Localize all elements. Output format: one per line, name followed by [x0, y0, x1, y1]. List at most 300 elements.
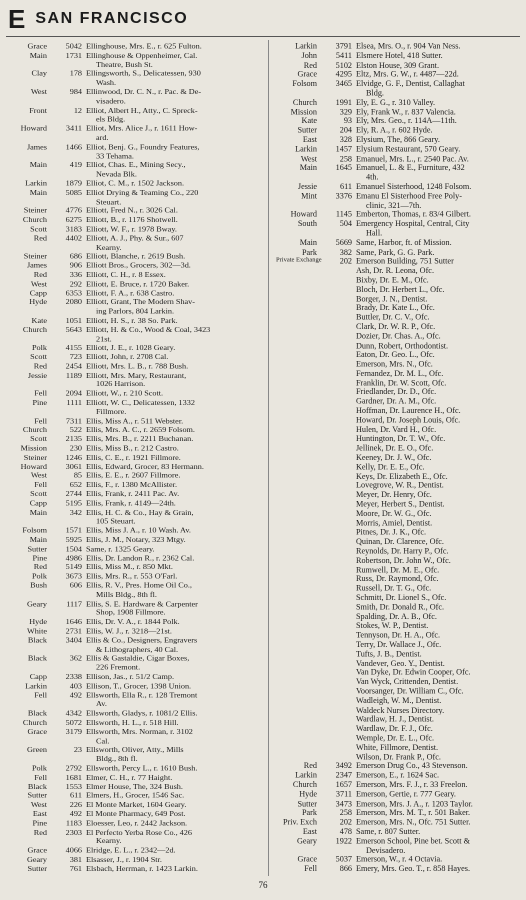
- listing-text: Emerson, Mrs. J. A., r. 1203 Taylor.: [356, 799, 473, 808]
- exchange-name: Church: [292, 98, 317, 107]
- listing-text: Ellis, Miss M., r. 850 Mkt.: [86, 562, 173, 572]
- listing-entry: [6, 508, 254, 526]
- listing-entry: [276, 164, 524, 183]
- listing-text: Ellis, Mrs. R., r. 553 O'Farl.: [86, 571, 178, 581]
- listing-text: Russ, Dr. Raymond, Ofc.: [356, 574, 439, 584]
- listing-entry: [276, 369, 524, 378]
- listing-continuation: Wash.: [96, 78, 117, 87]
- phone-number: [320, 322, 356, 331]
- listing-entry: [6, 453, 254, 462]
- listing-continuation: Mills Bldg., 8th fl.: [96, 590, 157, 599]
- exchange-name: [276, 584, 320, 593]
- listing-entry: [6, 718, 254, 727]
- exchange-name: [276, 509, 320, 518]
- exchange-name: Polk: [31, 763, 47, 773]
- exchange-name: Scott: [30, 352, 47, 362]
- listing-text: Emanuel, L. & E., Furniture, 432: [356, 163, 465, 173]
- phone-number: 329: [339, 107, 352, 117]
- listing-text: Ellis & Co., Designers, Engravers: [86, 635, 198, 645]
- phone-number: [320, 537, 356, 546]
- phone-number: [320, 584, 356, 593]
- listing-entry: [276, 547, 524, 556]
- listing-entry: [276, 472, 524, 481]
- phone-number: [320, 369, 356, 378]
- listing-entry: [6, 673, 254, 682]
- listing-text: Hoffman, Dr. Laurence H., Ofc.: [356, 406, 461, 416]
- listing-entry: [276, 865, 524, 874]
- listing-text: Gardner, Dr. A. M., Ofc.: [356, 397, 437, 406]
- exchange-name: Sutter: [27, 864, 47, 873]
- listing-entry: [6, 727, 254, 745]
- listing-entry: [6, 782, 254, 791]
- phone-number: 1504: [65, 544, 82, 553]
- phone-number: [320, 500, 356, 509]
- listing-text: Elliott, Fred N., r. 3026 Cal.: [86, 206, 178, 215]
- listing-text: Borger, J. N., Dentist.: [356, 294, 428, 303]
- exchange-name: West: [300, 154, 317, 163]
- listing-entry: [6, 435, 254, 444]
- phone-number: 866: [339, 864, 352, 874]
- listing-text: Elridge, E. L., r. 2342—2d.: [86, 846, 176, 855]
- phone-number: [320, 397, 356, 406]
- listing-entry: [6, 225, 254, 234]
- listing-text: Elliott, Blanche, r. 2619 Bush.: [86, 252, 186, 261]
- listing-entry: [276, 332, 524, 341]
- phone-number: 12: [73, 105, 82, 115]
- listing-text: Ash, Dr. R. Leona, Ofc.: [356, 266, 434, 275]
- phone-number: [320, 594, 356, 603]
- listing-text: Elston House, 309 Grant.: [356, 60, 440, 70]
- listing-continuation: Bldg., 8th fl.: [96, 754, 138, 764]
- phone-number: [320, 640, 356, 649]
- listing-text: Ellis, C. E., r. 1921 Fillmore.: [86, 453, 181, 462]
- phone-number: 3492: [335, 761, 352, 771]
- phone-number: 2744: [65, 489, 82, 499]
- phone-number: 2303: [65, 827, 82, 837]
- listing-entry: [6, 864, 254, 873]
- exchange-name: Red: [33, 361, 47, 371]
- phone-number: [320, 706, 356, 715]
- exchange-name: Larkin: [295, 144, 317, 154]
- listing-entry: [276, 51, 524, 60]
- exchange-name: [276, 425, 320, 434]
- phone-number: 1145: [335, 210, 352, 219]
- listing-entry: [276, 266, 524, 275]
- phone-number: 93: [343, 116, 352, 126]
- listing-text: Emerson Building, 751 Sutter: [356, 256, 454, 266]
- listing-text: Ely, R. A., r. 602 Hyde.: [356, 126, 433, 135]
- phone-number: [320, 724, 356, 733]
- exchange-name: Hyde: [299, 789, 317, 799]
- exchange-name: [276, 407, 320, 416]
- exchange-name: [276, 668, 320, 677]
- phone-number: [320, 752, 356, 761]
- listing-text: Eloesser, Leo, r. 2442 Jackson.: [86, 818, 188, 828]
- listing-entry: [276, 463, 524, 472]
- phone-number: 362: [69, 654, 82, 663]
- listing-entry: [6, 298, 254, 316]
- exchange-name: Red: [33, 270, 47, 279]
- listing-text: Ely, Mrs. Geo., r. 114A—11th.: [356, 116, 457, 126]
- exchange-name: East: [302, 827, 317, 836]
- listing-entry: [6, 362, 254, 371]
- listing-continuation: 105 Steuart.: [96, 517, 136, 526]
- listing-entry: [276, 435, 524, 444]
- listing-entry: [6, 800, 254, 809]
- listing-entry: [276, 528, 524, 537]
- listing-entry: [276, 612, 524, 621]
- phone-number: 5669: [335, 238, 352, 247]
- listing-entry: [276, 304, 524, 313]
- listing-entry: [6, 481, 254, 490]
- listing-entry: [276, 678, 524, 687]
- exchange-name: [276, 706, 320, 715]
- phone-number: [320, 481, 356, 490]
- listing-text: Reynolds, Dr. Harry P., Ofc.: [356, 546, 449, 556]
- exchange-name: Main: [299, 238, 317, 247]
- exchange-name: Fell: [34, 416, 47, 426]
- exchange-name: Hyde: [29, 297, 47, 307]
- column-divider: [268, 40, 269, 876]
- listing-text: Emanuel, Mrs. L., r. 2540 Pac. Av.: [356, 154, 469, 163]
- listing-entry: [6, 526, 254, 535]
- phone-number: [320, 379, 356, 388]
- listing-text: Elliott, Mrs. Mary, Restaurant,: [86, 370, 187, 380]
- listing-entry: [276, 322, 524, 331]
- phone-number: [320, 266, 356, 275]
- phone-number: [320, 612, 356, 621]
- exchange-name: [276, 444, 320, 453]
- listing-entry: [276, 107, 524, 116]
- phone-number: 1922: [335, 836, 352, 846]
- listing-entry: [276, 182, 524, 191]
- listing-text: Elliott, W. F., r. 1978 Bway.: [86, 224, 177, 234]
- exchange-name: Main: [299, 163, 317, 173]
- listing-entry: [276, 379, 524, 388]
- listing-entry: [276, 145, 524, 154]
- listing-text: Ellis, S. E. Hardware & Carpenter: [86, 599, 198, 608]
- phone-number: 3465: [335, 79, 352, 88]
- listing-entry: [6, 599, 254, 617]
- exchange-name: Kate: [31, 316, 47, 325]
- phone-number: [320, 715, 356, 724]
- listing-text: Ellis, Miss J. A., r. 10 Wash. Av.: [86, 526, 191, 535]
- phone-number: [320, 734, 356, 743]
- listing-entry: [6, 234, 254, 252]
- listing-entry: [276, 500, 524, 509]
- phone-number: 204: [339, 126, 352, 135]
- listing-text: Dozier, Dr. Chas. A., Ofc.: [356, 331, 441, 341]
- phone-number: 230: [69, 444, 82, 453]
- phone-number: [320, 463, 356, 472]
- phone-number: 3376: [335, 191, 352, 201]
- listing-entry: [6, 545, 254, 554]
- phone-number: 5411: [335, 51, 352, 60]
- listing-entry: [276, 61, 524, 70]
- exchange-name: [276, 285, 320, 294]
- exchange-name: Polk: [31, 343, 47, 352]
- listing-text: Ellis, Miss A., r. 511 Webster.: [86, 416, 184, 426]
- exchange-name: Geary: [26, 855, 47, 864]
- exchange-name: Mission: [20, 444, 47, 453]
- exchange-name: [276, 519, 320, 528]
- exchange-name: Capp: [29, 498, 47, 508]
- listing-entry: [276, 509, 524, 518]
- exchange-name: Capp: [29, 672, 47, 681]
- exchange-name: Grace: [297, 855, 317, 864]
- exchange-name: [276, 565, 320, 574]
- phone-number: 4066: [65, 846, 82, 855]
- phone-number: [320, 622, 356, 631]
- listing-text: Ellsworth, Percy L., r. 1610 Bush.: [86, 763, 198, 773]
- listing-entry: [6, 417, 254, 426]
- listing-continuation: Shop, 1908 Fillmore.: [96, 608, 166, 617]
- listing-continuation: ard.: [96, 133, 109, 142]
- listing-text: Same, r. 807 Sutter.: [356, 827, 421, 836]
- exchange-name: [276, 313, 320, 322]
- phone-number: 4155: [65, 343, 82, 352]
- exchange-name: [276, 687, 320, 696]
- listing-text: Elliott Bros., Grocers, 302—3d.: [86, 261, 191, 270]
- exchange-name: James: [26, 261, 47, 270]
- exchange-name: Church: [22, 718, 47, 727]
- exchange-name: Fell: [34, 690, 47, 700]
- listing-entry: [276, 98, 524, 107]
- listing-entry: [6, 471, 254, 480]
- exchange-name: Front: [29, 105, 47, 115]
- listing-entry: [276, 444, 524, 453]
- listing-entry: [276, 238, 524, 247]
- listing-entry: [276, 537, 524, 546]
- listing-text: Terry, Dr. Wallace J., Ofc.: [356, 640, 442, 649]
- phone-number: 7311: [65, 416, 82, 426]
- listing-entry: [276, 603, 524, 612]
- listing-text: Elliott, F. A., r. 638 Castro.: [86, 288, 175, 298]
- phone-number: 1246: [65, 453, 82, 462]
- exchange-name: [276, 341, 320, 350]
- exchange-name: Sutter: [27, 791, 47, 800]
- city-title: SAN FRANCISCO: [35, 10, 189, 27]
- listing-text: Elliott, C. H., r. 8 Essex.: [86, 270, 166, 279]
- exchange-name: [276, 360, 320, 369]
- phone-number: 419: [69, 160, 82, 170]
- exchange-name: Folsom: [22, 526, 47, 535]
- page-header: [8, 4, 188, 34]
- exchange-name: Church: [292, 780, 317, 790]
- listing-text: Pitnes, Dr. J. K., Ofc.: [356, 528, 427, 537]
- listing-entry: [276, 668, 524, 677]
- exchange-name: Kate: [301, 116, 317, 126]
- listing-text: Elvidge, G. F., Dentist, Callaghat: [356, 79, 465, 88]
- exchange-name: East: [32, 809, 47, 818]
- listing-text: Franklin, Dr. W. Scott, Ofc.: [356, 378, 447, 388]
- phone-number: [320, 304, 356, 313]
- listing-text: Elsbach, Herrman, r. 1423 Larkin.: [86, 864, 198, 873]
- listing-entry: [276, 734, 524, 743]
- page-number: 76: [258, 880, 268, 890]
- phone-number: [320, 631, 356, 640]
- listing-text: Ellis, Dr. Landon R., r. 2362 Cal.: [86, 553, 195, 563]
- listing-text: Emanu El Sisterhood Free Poly-: [356, 191, 462, 201]
- listing-text: Ellis, F., r. 1380 McAllister.: [86, 480, 177, 490]
- listing-entry: [6, 398, 254, 416]
- listing-entry: [276, 556, 524, 565]
- listing-text: Wilson, Dr. Frank P., Ofc.: [356, 752, 441, 761]
- listing-text: Voorsanger, Dr. William C., Ofc.: [356, 686, 464, 696]
- listing-entry: [6, 572, 254, 581]
- listing-text: Emerson, Mrs. M. T., r. 501 Baker.: [356, 808, 471, 818]
- listing-entry: [6, 316, 254, 325]
- listing-entry: [6, 143, 254, 161]
- listing-text: Ellsworth, Oliver, Atty., Mills: [86, 745, 184, 755]
- listing-entry: [276, 687, 524, 696]
- exchange-name: Mint: [301, 191, 317, 201]
- exchange-name: East: [302, 135, 317, 145]
- listing-entry: [6, 344, 254, 353]
- phone-number: [320, 603, 356, 612]
- exchange-name: [276, 696, 320, 705]
- exchange-name: [276, 622, 320, 631]
- listing-text: Ellis, W. J., r. 3218—21st.: [86, 626, 172, 636]
- listing-text: Same, Park, G. G. Park.: [356, 247, 435, 257]
- listing-text: Howard, Dr. Joseph Louis, Ofc.: [356, 415, 461, 425]
- listing-entry: [6, 691, 254, 709]
- listing-entry: [276, 407, 524, 416]
- phone-number: 2347: [335, 771, 352, 780]
- exchange-name: Church: [22, 215, 47, 225]
- listing-continuation: Devisadero.: [366, 845, 406, 855]
- listing-entry: [6, 627, 254, 636]
- listing-text: Elliott, H. & Co., Wood & Coal, 3423: [86, 325, 211, 334]
- listing-entry: [6, 289, 254, 298]
- listing-text: Ellis, R. V., Pres. Home Oil Co.,: [86, 581, 192, 590]
- phone-number: 328: [339, 135, 352, 145]
- listing-text: Ellis, Frank, r. 2411 Pac. Av.: [86, 489, 180, 499]
- listing-text: Friedlander, Dr. D., Ofc.: [356, 387, 437, 397]
- exchange-name: Grace: [27, 42, 47, 51]
- exchange-name: [276, 594, 320, 603]
- exchange-name: Larkin: [295, 42, 317, 51]
- exchange-name: Scott: [30, 224, 47, 234]
- exchange-name: [276, 603, 320, 612]
- listing-text: Elliot, Chas. E., Mining Secy.,: [86, 160, 186, 170]
- listing-text: Wardlaw, Dr. F. J., Ofc.: [356, 724, 433, 733]
- phone-number: 492: [69, 690, 82, 700]
- exchange-name: [276, 491, 320, 500]
- listing-text: Elliott, Grant, The Modern Shav-: [86, 297, 195, 307]
- phone-number: [320, 332, 356, 341]
- listing-entry: [6, 855, 254, 864]
- listing-text: Elsea, Mrs. O., r. 904 Van Ness.: [356, 42, 461, 51]
- listing-text: Emerson Drug Co., 43 Stevenson.: [356, 761, 468, 771]
- exchange-name: Pine: [32, 398, 47, 407]
- listing-entry: [6, 819, 254, 828]
- phone-number: [320, 388, 356, 397]
- listing-text: Elliott, John, r. 2708 Cal.: [86, 352, 169, 362]
- exchange-name: [276, 724, 320, 733]
- listing-text: Wemple, Dr. E. L., Ofc.: [356, 733, 435, 743]
- listing-entry: [276, 79, 524, 98]
- listing-text: Emerson, Mrs. F. J., r. 33 Freelon.: [356, 780, 468, 790]
- listing-text: Keys, Dr. Elizabeth E., Ofc.: [356, 471, 448, 481]
- listing-text: Vandever, Geo. Y., Dentist.: [356, 658, 445, 668]
- listing-entry: [6, 353, 254, 362]
- phone-number: 5195: [65, 498, 82, 508]
- exchange-name: John: [301, 51, 317, 60]
- listing-text: Elliott, W. C., Delicatessen, 1332: [86, 398, 195, 407]
- phone-number: 3673: [65, 571, 82, 581]
- listing-entry: [276, 752, 524, 761]
- listing-text: Tennyson, Dr. H. A., Ofc.: [356, 630, 441, 640]
- phone-number: 2792: [65, 763, 82, 773]
- exchange-name: Sutter: [297, 126, 317, 135]
- listing-continuation: & Lithographers, 40 Cal.: [96, 645, 179, 654]
- exchange-name: Red: [33, 827, 47, 837]
- phone-number: 2454: [65, 361, 82, 371]
- phone-number: 761: [69, 864, 82, 873]
- listing-entry: [276, 453, 524, 462]
- exchange-name: [276, 379, 320, 388]
- listing-entry: [276, 837, 524, 856]
- phone-number: [320, 444, 356, 453]
- exchange-name: Larkin: [25, 179, 47, 188]
- phone-number: [320, 350, 356, 359]
- phone-number: 202: [339, 817, 352, 827]
- phone-number: [320, 491, 356, 500]
- listing-entry: [276, 117, 524, 126]
- exchange-name: Red: [33, 233, 47, 243]
- listing-text: Rumwell, Dr. M. E., Ofc.: [356, 565, 440, 575]
- listing-continuation: Cal.: [96, 736, 110, 745]
- phone-number: [320, 519, 356, 528]
- listing-text: Ellis & Gastaldie, Cigar Boxes,: [86, 654, 190, 663]
- phone-number: 6275: [65, 215, 82, 225]
- exchange-name: Mission: [290, 107, 317, 117]
- exchange-name: [276, 734, 320, 743]
- listing-entry: [276, 313, 524, 322]
- listing-text: Ellis, Edward, Grocer, 83 Hermann.: [86, 462, 204, 471]
- listing-entry: [6, 69, 254, 87]
- phone-number: 1681: [65, 773, 82, 782]
- listing-text: Morris, Amiel, Dentist.: [356, 518, 433, 528]
- exchange-name: Church: [22, 325, 47, 334]
- phone-number: 3061: [65, 462, 82, 471]
- listing-text: Ellis, E. E., r. 2607 Fillmore.: [86, 471, 181, 480]
- listing-entry: [276, 771, 524, 780]
- listing-text: Smith, Dr. Donald R., Ofc.: [356, 602, 445, 612]
- exchange-name: Howard: [290, 210, 317, 219]
- listing-entry: [276, 481, 524, 490]
- listing-text: Russell, Dr. T. G., Ofc.: [356, 584, 432, 593]
- exchange-name: Park: [301, 247, 317, 257]
- phone-number: 1117: [66, 599, 82, 608]
- exchange-name: James: [26, 142, 47, 151]
- listing-entry: [6, 773, 254, 782]
- exchange-name: [276, 369, 320, 378]
- phone-number: [320, 668, 356, 677]
- listing-text: Ely, Frank W., r. 837 Valencia.: [356, 107, 456, 117]
- exchange-name: Church: [22, 425, 47, 435]
- listing-continuation: 1026 Harrison.: [96, 380, 146, 389]
- phone-number: 1646: [65, 617, 82, 627]
- listing-text: Ellinwood, Dr. C. N., r. Pac. & De-: [86, 87, 202, 97]
- exchange-name: [276, 650, 320, 659]
- listing-entry: [276, 220, 524, 239]
- listing-entry: [6, 88, 254, 106]
- phone-number: 522: [69, 425, 82, 435]
- exchange-name: Main: [29, 188, 47, 197]
- listing-continuation: Kearny.: [96, 243, 122, 252]
